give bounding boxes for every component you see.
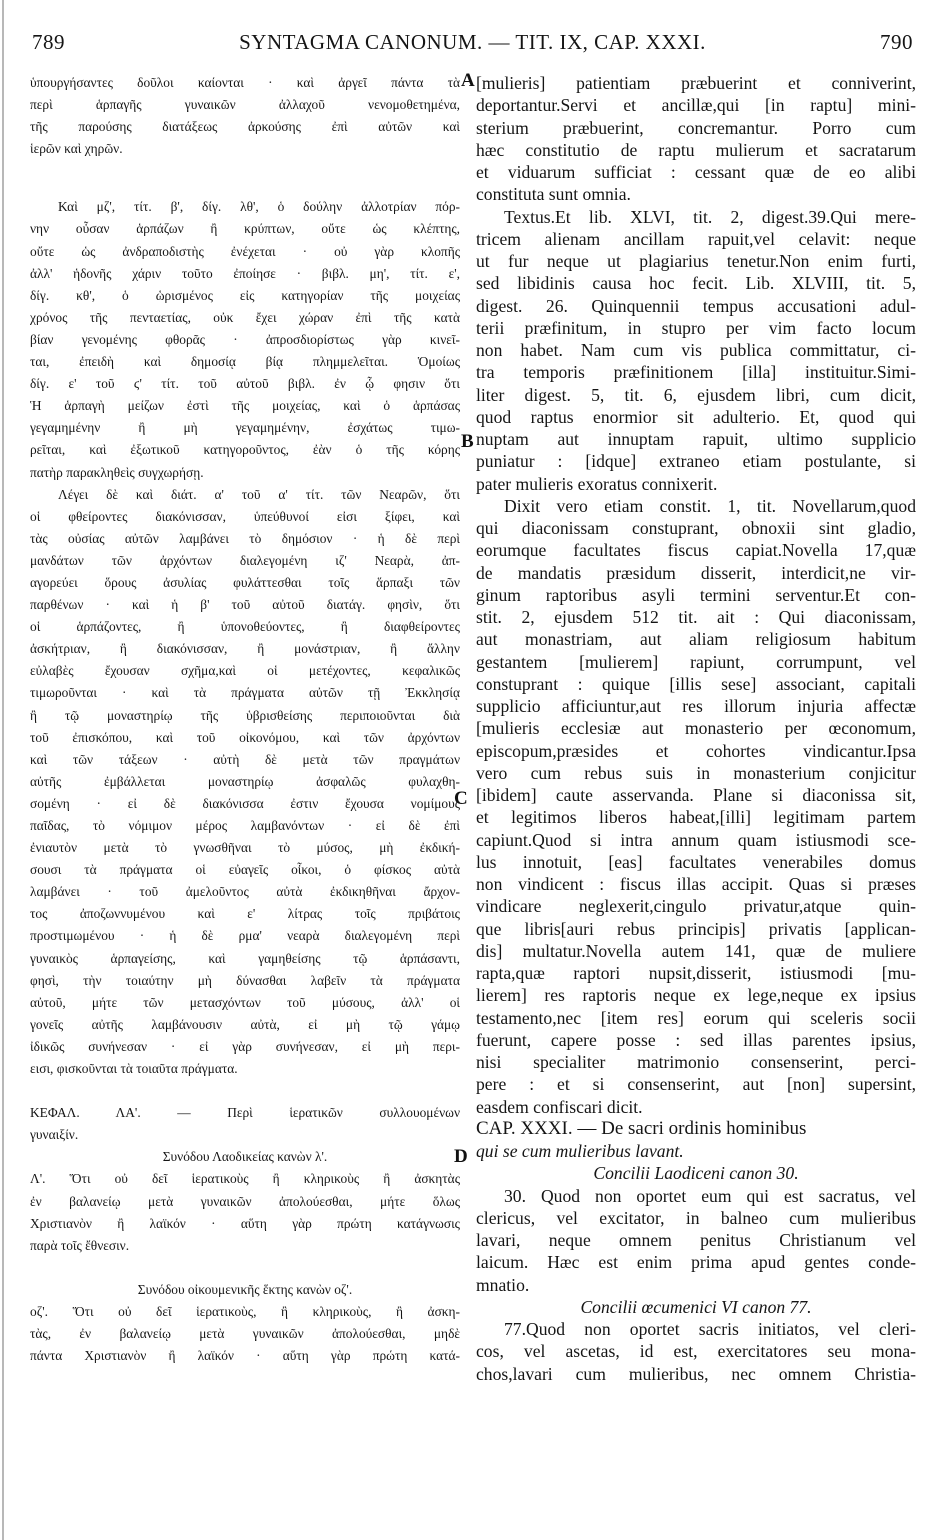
greek-text-line: τιμωροῦνται · καὶ τὰ πράγματα αὐτῶν τῇ Ἐκκλησίᾳ: [30, 685, 460, 701]
greek-text-line: ἰδικῶς συνήνεσαν · εἰ γὰρ συνήνεσαν, εἰ μὴ περι-: [30, 1038, 460, 1054]
latin-sixth-council-title: Concilii œcumenici VI canon 77.: [580, 1296, 812, 1317]
greek-text-line: γεγαμημένην ἢ μὴ γεγαμημένην, ἐσχάτως τιμω-: [30, 420, 460, 436]
latin-text-line: sed libidinis causa hoc fecit. Lib. XLVIII, tit. 5,: [476, 273, 916, 294]
latin-canon-line: mnatio.: [476, 1274, 530, 1295]
latin-text-line: et viduarum sufficiat : cessant quæ de eo alibi: [476, 162, 916, 182]
greek-sixth-council-title: Συνόδου οἰκουμενικῆς ἕκτης κανὼν οζ'.: [137, 1281, 353, 1297]
latin-text-line: digest. 26. Quinquennii tempus accusationi adul-: [476, 295, 916, 316]
greek-text-line: ρεῖται, καὶ ἐξωτικοῦ κατηγοροῦντος, ἐὰν ὁ τῆς κόρης: [30, 442, 460, 458]
latin-text-line: aut monastriam, aut aliam religiosum habitum: [476, 629, 916, 650]
latin-text-line: vindicare neglexerit,cingulo privatur,atque quin-: [476, 896, 916, 917]
latin-canon-line: clericus, vel excitator, in balneo cum mulieribus: [476, 1207, 916, 1228]
latin-text-line: vero cum rebus suis in monasterium conjicitur: [476, 762, 916, 783]
greek-text-line: προστιμωμένου · ἡ δὲ ρμα' νεαρὰ διαλεγομένη περὶ: [30, 928, 460, 944]
greek-text-line: σομένη · εἰ δὲ διακόνισσα ἐστιν ἔχουσα νομίμους: [30, 795, 460, 811]
greek-text-line: γυναικὸς ἁρπαγείσης, καὶ γαμηθείσης τῷ ἁρπάσαντι,: [30, 950, 460, 966]
greek-text-line: τος ἀποζωννυμένου καὶ ε' λίτρας τοῖς πριβάτοις: [30, 906, 460, 922]
latin-text-line: non habet. Nam cum vis publica committatur, ci-: [476, 340, 916, 360]
greek-text-line: αγορεύει ὅρους ἀσυλίας φυλάττεσθαι τοῖς ἅρπαξι τῶν: [30, 574, 460, 590]
latin-laodicea-canon: [476, 1185, 916, 1296]
greek-text-line: Ἡ ἁρπαγὴ μείζων ἐστὶ τῆς μοιχείας, καὶ ὁ ἁρπάσας: [30, 398, 460, 414]
latin-text-line: tra temporis præfinitionem [illa] instituitur.Simi-: [476, 362, 916, 383]
latin-canon-line: cos, vel ascetas, id est, exercitatores seu mona-: [476, 1341, 916, 1362]
latin-text-line: supplicio afficiuntur,aut res illorum injuria affectæ: [476, 696, 916, 716]
greek-block-2: [30, 196, 460, 483]
latin-text-line: hæc constitutio de raptu mulierum et sacratarum: [476, 139, 916, 160]
latin-text-line: pater mulieris exoratus connixerit.: [476, 473, 718, 494]
greek-column: [30, 72, 460, 1367]
latin-text-line: terii præfinitum, in stupro per vim facto locum: [476, 317, 916, 338]
greek-text-line: ἀσκήτριαν, ἢ διακόνισσαν, ἢ μονάστριαν, ἢ ἄλλην: [30, 641, 460, 657]
latin-text-line: constituta sunt omnia.: [476, 184, 631, 205]
latin-sixth-council-canon: [476, 1318, 916, 1385]
page-edge-rule: [2, 0, 4, 1540]
greek-block-1: [30, 72, 460, 160]
greek-text-line: εὐλαβὲς ἔχουσαν σχῆμα,καὶ οἱ μετέχοντες, κεφαλικῶς: [30, 663, 460, 679]
latin-text-line: fuerunt, capere posse : sed illas parentes ipsius,: [476, 1029, 916, 1050]
greek-text-line: νην οὖσαν ἁρπάζων ἢ κρύπτων, οὔτε ὡς κλέπτης,: [30, 221, 460, 237]
margin-letter-c: C: [454, 788, 468, 809]
greek-canon-line: τὰς, ἐν βαλανείῳ μετὰ γυναικῶν ἀπολούεσθαι, μηδὲ: [30, 1325, 460, 1341]
latin-text-line: easdem confiscari dicit.: [476, 1096, 643, 1117]
latin-text-line: episcopum,præsides et cohortes vindicantur.Ipsa: [476, 740, 916, 761]
latin-text-line: nisi specialiter matrimonio consenserint, perci-: [476, 1052, 916, 1072]
greek-text-line: τοῦ ἐπισκόπου, καὶ τοῦ οἰκονόμου, καὶ τῶν ἀρχόντων: [30, 729, 460, 745]
latin-text-line: qui diaconissam constuprant, obnoxii sint gladio,: [476, 518, 916, 538]
margin-letter-b: B: [461, 431, 474, 452]
page-number-right: 790: [880, 30, 913, 54]
greek-text-line: λαμβάνει · τοῦ ἀμελοῦντος αὐτὰ ἐκδικηθῆναι ἄρχον-: [30, 884, 460, 900]
greek-text-line: χρόνος τῆς πενταετίας, οὐκ ἔχει χώραν ἐπὶ τῆς κατὰ: [30, 309, 460, 325]
greek-canon-line: Λ'. Ὅτι οὐ δεῖ ἱερατικοὺς ἢ κληρικοὺς ἢ ἀσκητὰς: [30, 1171, 460, 1187]
greek-text-line: περὶ ἁρπαγῆς γυναικῶν ἀλλαχοῦ νενομοθετημένα,: [30, 97, 460, 113]
latin-text-line: lierem] res raptoris neque ex lege,neque ex ipsius: [476, 985, 916, 1006]
latin-block-2: [476, 206, 916, 495]
greek-text-line: σουσι τὰ πράγματα οἱ εὐαγεῖς οἶκοι, ὁ φίσκος αὐτὰ: [30, 862, 460, 878]
latin-text-line: quod raptus enormior sit adulterio. Et, quod qui: [476, 406, 916, 427]
latin-text-line: Dixit vero etiam constit. 1, tit. Novellarum,quod: [504, 495, 916, 516]
latin-text-line: [ibidem] caute asservanda. Plane si diaconissa sit,: [476, 785, 916, 805]
latin-canon-line: chos,lavari cum mulieribus, nec omnem Christia-: [476, 1363, 916, 1384]
latin-text-line: Textus.Et lib. XLVI, tit. 2, digest.39.Qui mere-: [504, 206, 916, 227]
latin-block-3: [476, 495, 916, 1118]
latin-text-line: et legitimos liberos habeat,[illi] legitimam partem: [476, 807, 916, 828]
greek-text-line: δίγ. ε' τοῦ ϛ' τίτ. τοῦ αὐτοῦ βιβλ. ἐν ᾧ φησιν ὅτι: [30, 376, 460, 392]
greek-text-line: ἐνιαυτὸν μετὰ τὸ γνωσθῆναι τὸ μύσος, μὴ ἐκδική-: [30, 840, 460, 856]
greek-canon-line: ἐν βαλανείῳ μετὰ γυναικῶν ἀπολούεσθαι, μήτε ὅλως: [30, 1193, 460, 1209]
greek-text-line: γονεῖς αὐτῆς λαμβάνουσιν αὐτὰ, εἰ μὴ τῷ γάμῳ: [30, 1016, 460, 1032]
greek-text-line: παρθένων · καὶ ἡ β' τοῦ αὐτοῦ διατάγ. φησὶν, ὅτι: [30, 597, 460, 613]
latin-text-line: dis] multatur.Novella autem 141, quæ de muliere: [476, 940, 916, 961]
latin-text-line: lus innotuit, [eas] facultates venerabiles domus: [476, 851, 916, 872]
margin-letter-d: D: [454, 1146, 468, 1167]
greek-laodicea-title: Συνόδου Λαοδικείας κανὼν λ'.: [162, 1149, 328, 1165]
greek-text-line: αὐτῆς ἐμβάλλεται μοναστηρίῳ ἀσφαλῶς φυλαχθη-: [30, 773, 460, 789]
latin-laodicea-title: Concilii Laodiceni canon 30.: [593, 1163, 799, 1184]
latin-text-line: capiunt.Quod si intra annum quam istiusmodi sce-: [476, 829, 916, 850]
greek-text-line: μανδάτων τῶν ἀρχόντων διαλεγομένη ιζ' Νεαρὰ, ἀπ-: [30, 552, 460, 568]
latin-block-1: [476, 72, 916, 206]
latin-canon-line: laicum. Hæc est enim prima apud gentes conde-: [476, 1252, 916, 1273]
latin-text-line: rapta,quæ raptori nupsit,disserit, istiusmodi [mu-: [476, 963, 916, 983]
latin-text-line: [mulieris ecclesiæ aut monasterio per œconomum,: [476, 718, 916, 739]
greek-laodicea-canon: [30, 1168, 460, 1256]
latin-text-line: deportantur.Servi et ancillæ,qui [in raptu] mini-: [476, 95, 916, 116]
greek-text-line: παῖδας, τὸ νόμιμον μέρος λαμβανόντων · εἰ δὲ ἐπὶ: [30, 818, 460, 833]
latin-text-line: de mandatis præsidum disserit, interdicit,ne vir-: [476, 562, 916, 583]
greek-text-line: ἱερῶν καὶ χηρῶν.: [30, 141, 123, 157]
greek-text-line: Καὶ μζ', τίτ. β', δίγ. λθ', ὁ δούλην ἀλλοτρίαν πόρ-: [58, 199, 460, 215]
greek-text-line: τῆς παρούσης διατάξεως ἀρκούσης ἐπὶ αὐτῶν καὶ: [30, 119, 460, 135]
greek-text-line: πατὴρ παρακληθεὶς συγχωρήσῃ.: [30, 464, 204, 480]
greek-block-3: [30, 484, 460, 1081]
greek-text-line: Λέγει δὲ καὶ διάτ. α' τοῦ α' τίτ. τῶν Νεαρῶν, ὅτι: [58, 486, 460, 502]
greek-text-line: ἢ τῷ μοναστηρίῳ τῆς ὑβρισθείσης περιποιοῦνται διὰ: [30, 707, 460, 723]
greek-heading-line: γυναιξίν.: [30, 1127, 79, 1143]
greek-canon-line: πάντα Χριστιανὸν ἢ λαϊκόν · αὕτη γὰρ πρώτη κατά-: [30, 1348, 460, 1364]
latin-canon-line: lavari, neque omnem penitus Christianum vel: [476, 1230, 916, 1250]
latin-text-line: eorumque facultates fiscus capiat.Novella 17,quæ: [476, 540, 916, 561]
greek-text-line: αὐτοῦ, μήτε τῶν μετασχόντων τοῦ μύσους, ἀλλ' οἱ: [30, 994, 460, 1010]
latin-text-line: testamento,nec [item res] eorum qui sceleris socii: [476, 1007, 916, 1028]
latin-text-line: gestantem [mulierem] rapiunt, corrumpunt, vel: [476, 651, 916, 672]
greek-text-line: οἱ ἁρπάζοντες, ἢ ὑπονοθεύοντες, ἢ διαφθείροντες: [30, 619, 460, 635]
latin-text-line: ginum raptoribus asyli termini serventur.Et con-: [476, 584, 916, 605]
latin-text-line: liter digest. 5, tit. 6, ejusdem libri, cum dicit,: [476, 384, 916, 405]
latin-text-line: [mulieris] patientiam præbuerint et conniverint,: [476, 73, 916, 93]
latin-text-line: constuprant : quique [illis sese] associant, capitali: [476, 673, 916, 694]
latin-text-line: puniatur : [idque] extraneo etiam postulante, si: [476, 451, 916, 472]
greek-text-line: δίγ. κθ', ὁ ὡρισμένος εἰς κατηγορίαν τῆς μοιχείας: [30, 287, 460, 303]
greek-text-line: καὶ τῶν τάξεων · αὐτὴ δὲ μετὰ τῶν πραγμάτων: [30, 751, 460, 767]
page-number-left: 789: [32, 30, 65, 54]
running-title: SYNTAGMA CANONUM. — TIT. IX, CAP. XXXI.: [239, 30, 706, 54]
margin-letter-a: A: [461, 70, 475, 91]
latin-text-line: nuptam aut innuptam rapuit, ultimo supplicio: [476, 429, 916, 449]
latin-text-line: que libris[auri rebus principis] privatis [applican-: [476, 918, 916, 939]
greek-sixth-council-canon: [30, 1301, 460, 1367]
greek-heading-line: ΚΕΦΑΛ. ΛΑ'. — Περὶ ἱερατικῶν συλλουομένων: [30, 1105, 460, 1121]
latin-text-line: pere : et si consenserint, aut [non] supersint,: [476, 1074, 916, 1095]
greek-chapter-heading: [30, 1102, 460, 1146]
greek-text-line: ἀλλ' ἡδονῆς χάριν τοῦτο ἐποίησε · βιβλ. μη', τίτ. ε',: [30, 265, 460, 281]
greek-text-line: εισι, φισκοῦνται τὰ τοιαῦτα πράγματα.: [30, 1061, 238, 1077]
latin-chapter-heading-text: CAP. XXXI. — De sacri ordinis hominibus: [476, 1117, 807, 1139]
greek-canon-line: παρὰ τοῖς ἔθνεσιν.: [30, 1237, 130, 1253]
latin-text-line: ut fur neque ut plagiarius tenetur.Non enim furti,: [476, 251, 916, 271]
latin-column: [476, 72, 916, 1385]
greek-text-line: τὰς οὐσίας αὐτῶν λαμβάνει τὸ δημόσιον · ἡ δὲ περὶ: [30, 530, 460, 546]
greek-canon-line: οζ'. Ὅτι οὐ δεῖ ἱερατικοὺς, ἢ κληρικοὺς, ἢ ἀσκη-: [30, 1303, 460, 1319]
latin-chapter-heading: [476, 1118, 916, 1140]
greek-text-line: οἱ φθείροντες διακόνισσαν, ὑπεύθυνοί εἰσι ξίφει, καὶ: [30, 508, 460, 524]
latin-text-line: sterium præbuerint, concremantur. Porro cum: [476, 117, 916, 138]
greek-canon-line: Χριστιανὸν ἢ λαϊκόν · αὕτη γὰρ πρώτη κατάγνωσις: [30, 1215, 460, 1231]
greek-text-line: ται, ἐπειδὴ καὶ δημοσίᾳ βίᾳ πλημμελεῖται. Ὁμοίως: [30, 354, 460, 370]
latin-text-line: tricem alienam ancillam rapuit,vel celavit: neque: [476, 228, 916, 249]
latin-canon-line: 30. Quod non oportet eum qui est sacratus, vel: [504, 1185, 916, 1206]
latin-text-line: non vindicent : fiscus illas accipit. Quas si præses: [476, 874, 916, 894]
greek-text-line: φησὶ, τὴν τοιαύτην μὴ δύνασθαι λαβεῖν τὰ πράγματα: [30, 972, 460, 988]
latin-canon-line: 77.Quod non oportet sacris initiatos, vel cleri-: [504, 1319, 916, 1339]
greek-text-line: βίαν γενομένης φθορᾶς · ἀπροσδιορίστως γὰρ κινεῖ-: [30, 331, 460, 347]
greek-text-line: οὔτε ὡς ἀνδραποδιστὴς ἐνέχεται · οὐ γὰρ κλοπῆς: [30, 243, 460, 259]
latin-text-line: stit. 2, ejusdem 512 tit. ait : Qui diaconissam,: [476, 607, 916, 627]
latin-chapter-heading-2: qui se cum mulieribus lavant.: [476, 1141, 684, 1161]
greek-text-line: ὑπουργήσαντες δοῦλοι καίονται · καὶ ἀργεῖ πάντα τὰ: [30, 75, 460, 90]
running-header: [32, 30, 913, 62]
